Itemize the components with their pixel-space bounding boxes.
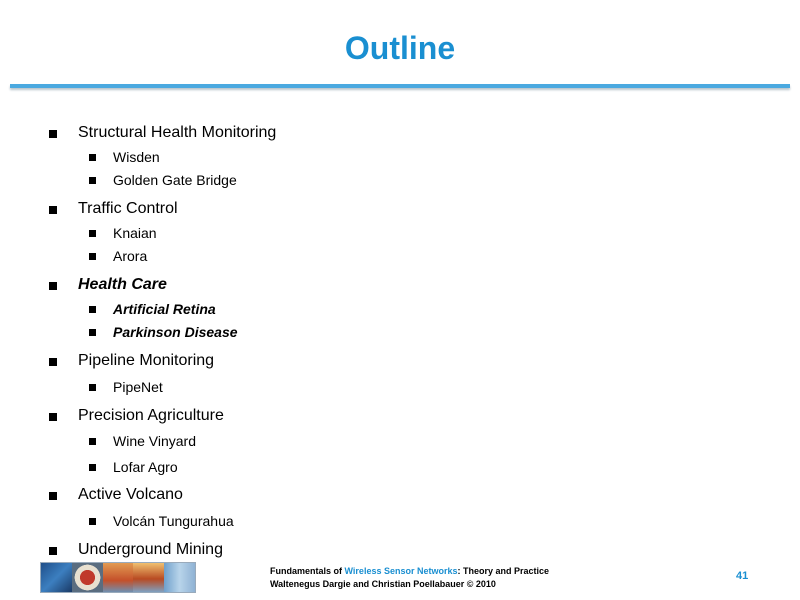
bullet-marker: [49, 492, 57, 500]
outline-subitem: Golden Gate Bridge: [113, 172, 237, 188]
bullet-marker: [89, 230, 96, 237]
outline-item: Health Care: [78, 276, 167, 293]
outline-subitem: Lofar Agro: [113, 459, 178, 475]
bullet-marker: [49, 413, 57, 421]
outline-subitem: Wisden: [113, 149, 160, 165]
page-number: 41: [736, 570, 749, 582]
bullet-marker: [49, 358, 57, 366]
bullet-marker: [89, 438, 96, 445]
outline-subitem: PipeNet: [113, 379, 163, 395]
circuit-image: [41, 563, 72, 592]
bullet-marker: [49, 130, 57, 138]
outline-subitem: Arora: [113, 248, 148, 264]
slide-title: Outline: [344, 30, 456, 66]
outline-item: Active Volcano: [78, 486, 183, 503]
outline-subitem: Parkinson Disease: [113, 324, 238, 340]
outline-item: Pipeline Monitoring: [78, 352, 215, 369]
bullet-marker: [89, 253, 96, 260]
bullet-marker: [89, 464, 96, 471]
outline-item: Traffic Control: [78, 200, 178, 217]
footer-suffix: : Theory and Practice: [457, 566, 550, 576]
bullet-marker: [89, 306, 96, 313]
bullet-marker: [89, 177, 96, 184]
footer-prefix: Fundamentals of: [270, 566, 345, 576]
outline-subitem: Knaian: [113, 225, 157, 241]
eye-image: [72, 563, 103, 592]
sky-image: [164, 563, 195, 592]
bullet-marker: [89, 154, 96, 161]
outline-item: Precision Agriculture: [78, 407, 224, 424]
bullet-marker: [49, 206, 57, 214]
bullet-marker: [49, 547, 57, 555]
outline-subitem: Volcán Tungurahua: [113, 513, 234, 529]
outline-item: Structural Health Monitoring: [78, 124, 277, 141]
footer-image-strip: [40, 562, 196, 593]
bridge-tower-image: [133, 563, 164, 592]
outline-subitem: Wine Vinyard: [113, 433, 197, 449]
outline-item: Underground Mining: [78, 541, 223, 558]
footer-citation: [270, 565, 549, 591]
outline-subitem: Artificial Retina: [113, 301, 216, 317]
bullet-marker: [49, 282, 57, 290]
bullet-marker: [89, 329, 96, 336]
footer-line-2: Waltenegus Dargie and Christian Poellabauer © 2010: [270, 579, 496, 589]
footer-line-1: [270, 565, 549, 578]
bridge-image: [103, 563, 134, 592]
bullet-marker: [89, 384, 96, 391]
bullet-marker: [89, 518, 96, 525]
footer-highlight: Wireless Sensor Networks: [344, 566, 458, 576]
